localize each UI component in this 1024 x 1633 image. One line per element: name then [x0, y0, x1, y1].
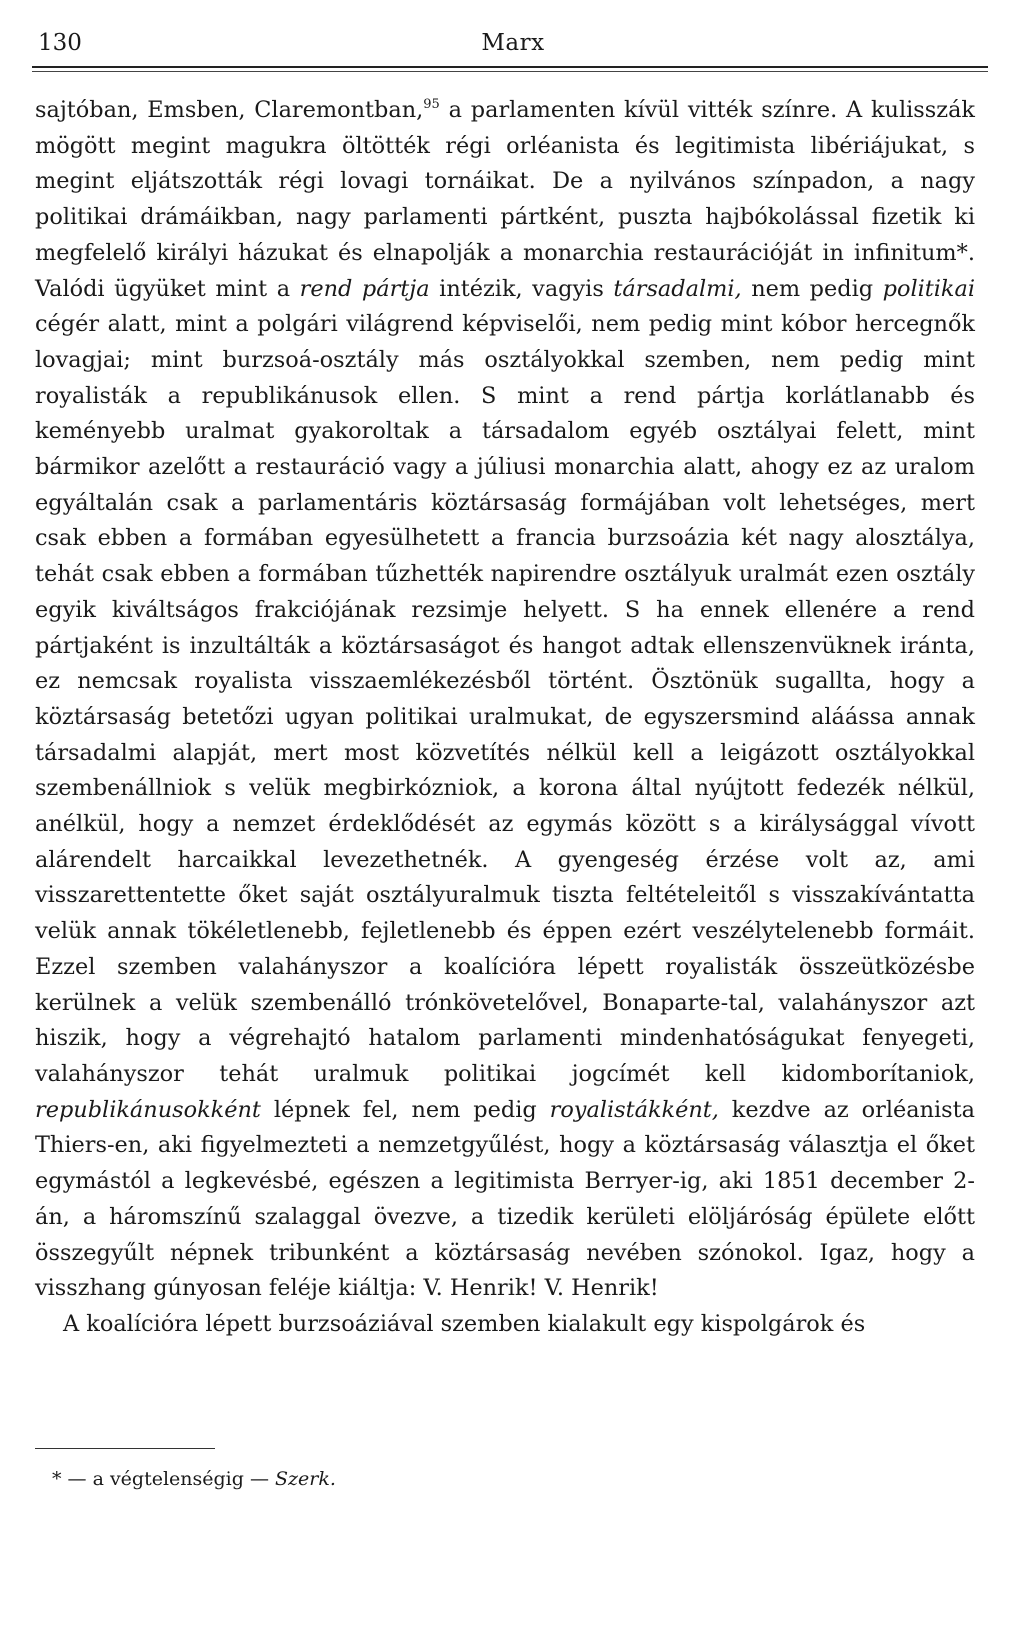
footnote-marker: * [52, 1468, 62, 1490]
body-text [35, 93, 975, 1343]
emphasis: rend pártja [299, 275, 430, 302]
paragraph-1 [35, 93, 975, 1307]
text-run: . Valódi ügyüket mint a [35, 239, 975, 302]
emphasis: royalistákként, [549, 1096, 719, 1123]
text-run: a parlamenten kívül vitték színre. A kulisszák mögött megint magukra öltötték régi orléanista és legitimista libériájukat, s megint eljátszották régi lovagi tornáikat. De a nyilvános színpadon, a nagy politikai drámáikban, nagy parlamenti pártként, puszta hajbókolással fizetik ki megfelelő királyi házukat és elnapolják a monarchia restaurációját in infinitum [35, 97, 975, 266]
text-run: nem pedig [741, 275, 883, 302]
text-run: cégér alatt, mint a polgári világrend képviselői, nem pedig mint kóbor hercegnők lovagjai; mint burzsoá-osztály más osztályokkal szemben, nem pedig mint royalisták a republikánusok ellen. S mint a rend pártja korlátlanabb és keményebb uralmat gyakoroltak a társadalom egyéb osztályai felett, mint bármikor azelőtt a restauráció vagy a júliusi monarchia alatt, ahogy ez az uralom egyáltalán csak a parlamentáris köztársaság formájában volt lehetséges, mert csak ebben a formában egyesülhetett a francia burzsoázia két nagy alosztálya, tehát csak ebben a formában tűzhették napirendre osztályuk uralmát ezen osztály egyik kiváltságos frakciójának rezsimje helyett. S ha ennek ellenére a rend pártjaként is inzultálták a köztársaságot és hangot adtak ellenszenvüknek iránta, ez nemcsak royalista visszaemlékezésből történt. Ösztönük sugallta, hogy a köztársaság betetőzi ugyan politikai uralmukat, de egyszersmind aláássa annak társadalmi alapját, mert most közvetítés nélkül kell a leigázott osztályokkal szembenállniok s velük megbirkózniok, a korona által nyújtott fedezék nélkül, anélkül, hogy a nemzet érdeklődését az egymás között s a királysággal vívott alárendelt harcaikkal levezethetnék. A gyengeség érzése volt az, ami visszarettentette őket saját osztályuralmuk tiszta feltételeitől s visszakívántatta velük annak tökéletlenebb, fejletlenebb és éppen ezért veszélytelenebb formáit. Ezzel szemben valahányszor a koalícióra lépett royalisták összeütközésbe kerülnek a velük szembenálló trónkövetelővel, Bonaparte-tal, valahányszor azt hiszik, hogy a végrehajtó hatalom parlamenti mindenhatóságukat fenyegeti, valahányszor tehát uralmuk politikai jogcímét kell kidomborítaniok, [35, 311, 975, 1087]
emphasis: politikai [882, 275, 976, 302]
text-run: kezdve az orléanista Thiers-en, aki figyelmezteti a nemzetgyűlést, hogy a köztársaság választja el őket egymástól a legkevésbé, egészen a legitimista Berryer-ig, aki 1851 december 2-án, a háromszínű szalaggal övezve, a tizedik kerületi elöljáróság épülete előtt összegyűlt népnek tribunként a köztársaság nevében szónokol. Igaz, hogy a visszhang gúnyosan feléje kiáltja: V. Henrik! V. Henrik! [35, 1096, 976, 1302]
running-title: Marx [481, 30, 545, 56]
text-run: sajtóban, Emsben, Claremontban, [35, 97, 424, 123]
emphasis: republikánusokként [35, 1096, 261, 1123]
footnote-rule [35, 1448, 215, 1449]
text-run: intézik, vagyis [429, 275, 614, 302]
footnote-marker: * [956, 239, 968, 266]
text-run: lépnek fel, nem pedig [260, 1096, 550, 1123]
header-rule [32, 66, 988, 68]
paragraph-2: A koalícióra lépett burzsoáziával szemben kialakult egy kispolgárok és [63, 1310, 866, 1337]
footnote [52, 1466, 336, 1492]
header-rule-thin [32, 71, 988, 72]
emphasis: társadalmi, [613, 275, 742, 302]
footnote-text: — a végtelenségig — [61, 1468, 275, 1490]
running-head [38, 26, 988, 62]
footnote-editor: Szerk. [275, 1468, 336, 1490]
page-number: 130 [38, 30, 82, 56]
note-reference: 95 [423, 97, 440, 112]
